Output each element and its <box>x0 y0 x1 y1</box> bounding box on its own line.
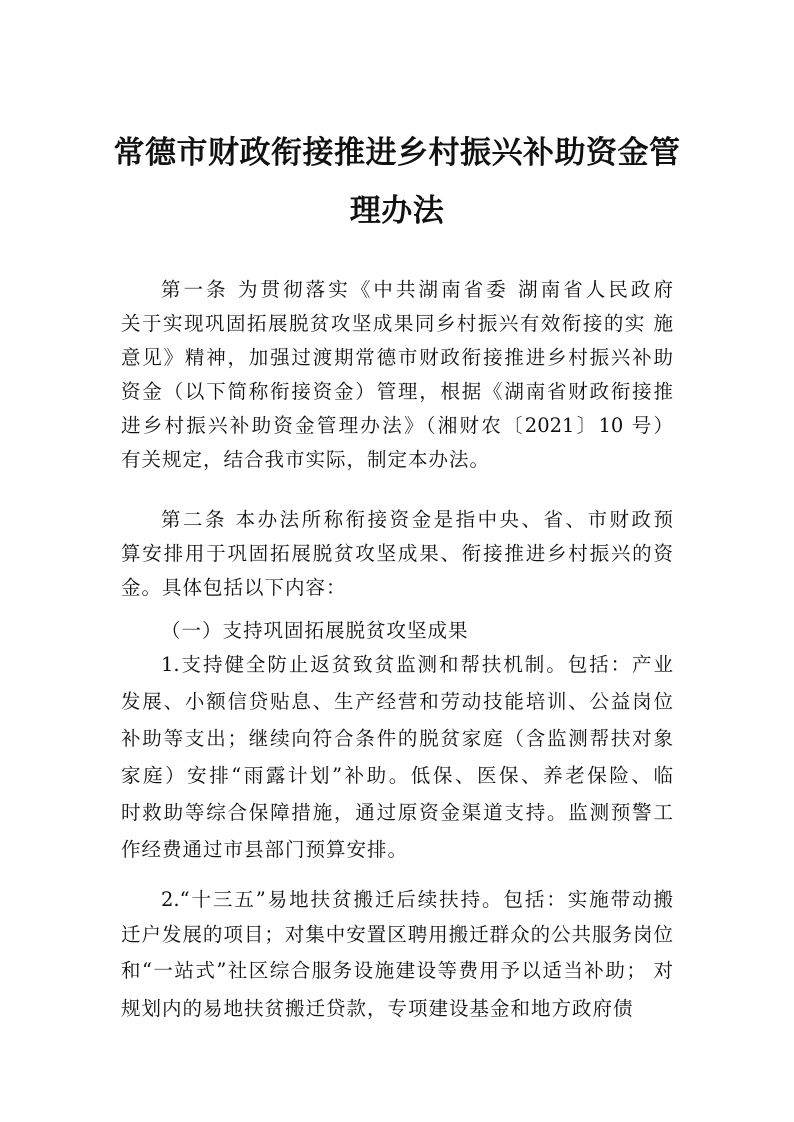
item-1-line-2: 发展、小额信贷贴息、生产经营和劳动技能培训、公益岗位 <box>121 690 673 713</box>
article-1-line-2: 关于实现巩固拓展脱贫攻坚成果同乡村振兴有效衔接的实 施 <box>121 312 673 335</box>
item-1-line-3: 补助等支出；继续向符合条件的脱贫家庭（含监测帮扶对象 <box>121 727 673 750</box>
article-2-line-2: 算安排用于巩固拓展脱贫攻坚成果、衔接推进乡村振兴的资 <box>121 542 673 565</box>
item-1-line-6: 作经费通过市县部门预算安排。 <box>121 838 409 861</box>
item-1-line-4: 家庭）安排“雨露计划”补助。低保、医保、养老保险、临 <box>121 764 673 787</box>
section-heading: （一）支持巩固拓展脱贫攻坚成果 <box>161 619 469 642</box>
article-1-line-3: 意见》精神，加强过渡期常德市财政衔接推进乡村振兴补助 <box>121 346 673 369</box>
document-title-line-2: 理办法 <box>349 193 445 229</box>
document-title-line-1: 常德市财政衔接推进乡村振兴补助资金管 <box>113 135 681 171</box>
item-2-line-3: 和“一站式”社区综合服务设施建设等费用予以适当补助； 对 <box>121 959 673 982</box>
article-1-line-1: 第一条 为贯彻落实《中共湖南省委 湖南省人民政府 <box>161 278 673 301</box>
article-1-line-5: 进乡村振兴补助资金管理办法》（湘财农〔2021〕10 号） <box>121 414 673 437</box>
item-2-line-4: 规划内的易地扶贫搬迁贷款，专项建设基金和地方政府债 <box>121 997 634 1020</box>
item-2-line-2: 迁户发展的项目；对集中安置区聘用搬迁群众的公共服务岗位 <box>121 923 673 946</box>
item-2-line-1: 2.“十三五”易地扶贫搬迁后续扶持。包括：实施带动搬 <box>161 888 673 911</box>
item-1-line-5: 时救助等综合保障措施，通过原资金渠道支持。监测预警工 <box>121 801 673 824</box>
item-1-line-1: 1.支持健全防止返贫致贫监测和帮扶机制。包括：产业 <box>161 653 673 676</box>
article-1-line-4: 资金（以下简称衔接资金）管理，根据《湖南省财政衔接推 <box>121 380 673 403</box>
article-2-line-3: 金。具体包括以下内容： <box>121 576 347 599</box>
article-1-line-6: 有关规定，结合我市实际，制定本办法。 <box>121 448 491 471</box>
article-2-line-1: 第二条 本办法所称衔接资金是指中央、省、市财政预 <box>161 508 673 531</box>
